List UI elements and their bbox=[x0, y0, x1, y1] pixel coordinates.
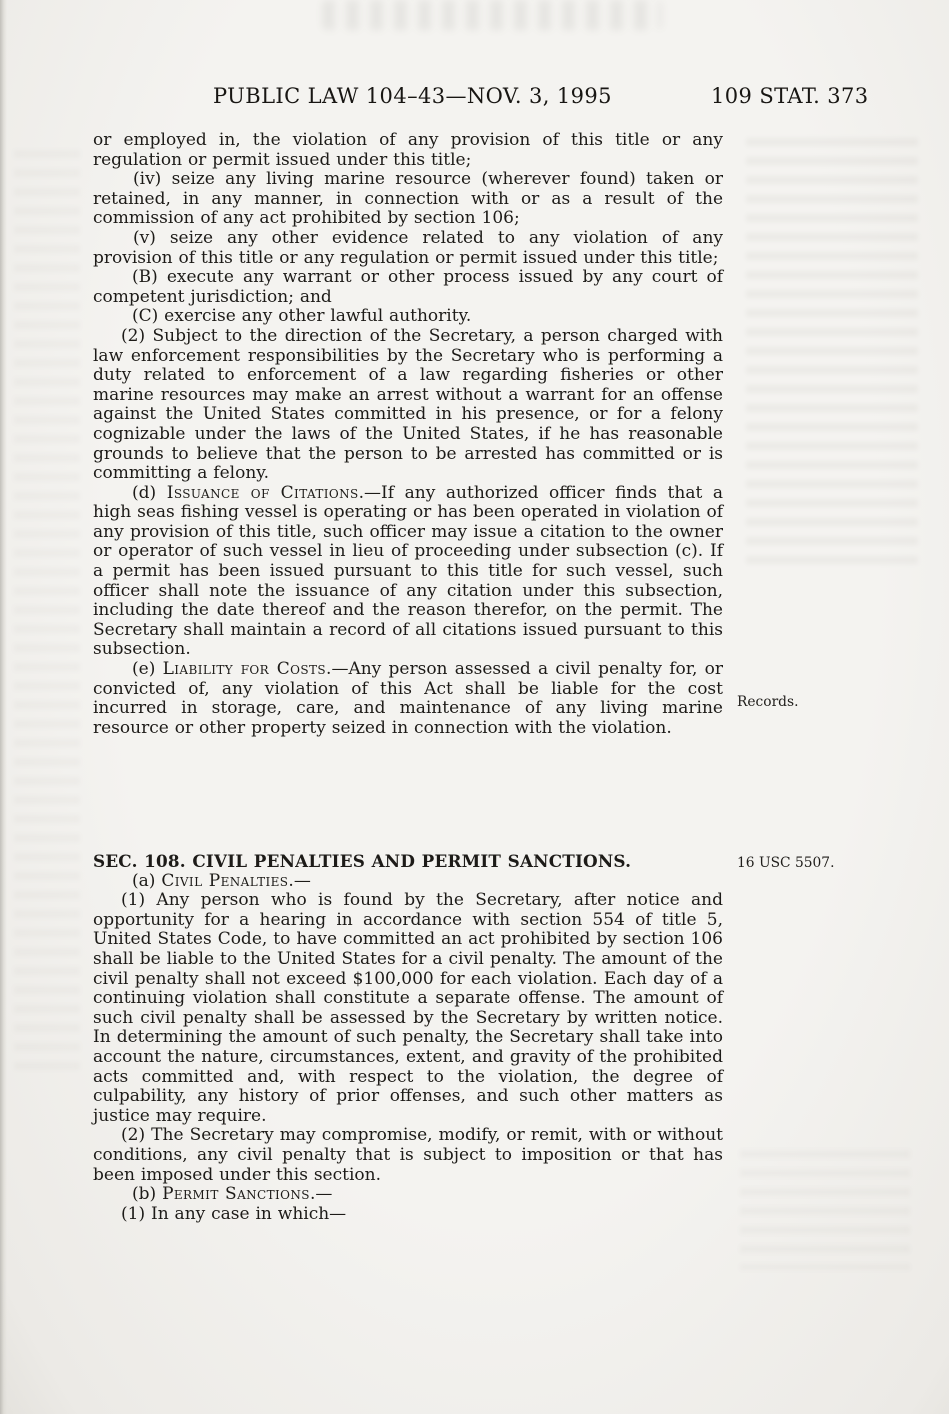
statute-continuation3: or employed in, the violation of any provision of this title or any regulation or permit issued under this title; bbox=[93, 130, 723, 170]
enumerator: (e) bbox=[132, 659, 163, 680]
enumerator: (d) bbox=[132, 482, 167, 503]
enumerator: (b) bbox=[132, 1184, 163, 1205]
bleed-through-texture bbox=[740, 1150, 910, 1270]
statute-subsection-heading bbox=[93, 872, 723, 892]
running-head-stat-number: 109 STAT. 373 bbox=[711, 84, 869, 108]
statute-subsection bbox=[93, 660, 723, 738]
small-caps-catchline: Liability for Costs bbox=[162, 659, 327, 680]
statute-subparagraph: (B) execute any warrant or other process issued by any court of competent jurisdiction; and bbox=[93, 267, 723, 307]
statute-section-heading: SEC. 108. CIVIL PENALTIES AND PERMIT SANCTIONS. bbox=[93, 851, 632, 871]
running-head-law-title: PUBLIC LAW 104–43—NOV. 3, 1995 bbox=[213, 84, 612, 108]
statute-paragraph: (2) The Secretary may compromise, modify, or remit, with or without conditions, any civil penalty that is subject to imposition or that has been imposed under this section. bbox=[93, 1125, 723, 1185]
paragraph-text: .—If any authorized officer finds that a high seas fishing vessel is operating or has been operated in violation of any provision of this title, such officer may issue a citation to the owner or operator of such vessel in lieu of proceeding under subsection (c). If a permit has been issued pursuant to this title for such vessel, such officer shall note the issuance of any citation under this subsection, including the date thereof and the reason therefor, on the permit. The Secretary shall maintain a record of all citations issued pursuant to this subsection. bbox=[93, 482, 723, 660]
page-edge-shadow bbox=[0, 0, 7, 1414]
bleed-through-texture bbox=[14, 150, 80, 1080]
statute-paragraph: (1) In any case in which— bbox=[121, 1203, 347, 1224]
statute-subsection-heading bbox=[93, 1185, 723, 1205]
statute-clause: (iv) seize any living marine resource (wherever found) taken or retained, in any manner, in connection with or as a result of the commission of any act prohibited by section 106; bbox=[93, 169, 723, 229]
enumerator: (a) bbox=[132, 870, 162, 891]
statute-text-column-section-108 bbox=[93, 852, 723, 1224]
small-caps-catchline: Issuance of Citations bbox=[166, 482, 359, 503]
small-caps-catchline: Permit Sanctions bbox=[162, 1184, 310, 1205]
statute-text-column-upper bbox=[93, 131, 723, 738]
paragraph-text: .—Any person assessed a civil penalty for, or convicted of, any violation of this Act shall be liable for the cost incurred in storage, care, and maintenance of any living marine resource or other property seized in connection with the violation. bbox=[93, 659, 724, 738]
statute-paragraph: (2) Subject to the direction of the Secretary, a person charged with law enforcement responsibilities by the Secretary who is performing a duty related to enforcement of a law regarding fisheries or other marine resources may make an arrest without a warrant for an offense against the United States committed in his presence, or for a felony cognizable under the laws of the United States, if he has reasonable grounds to believe that the person to be arrested has committed or is committing a felony. bbox=[93, 325, 723, 484]
bleed-through-texture bbox=[322, 0, 662, 30]
paragraph-text: .— bbox=[288, 870, 311, 891]
statute-paragraph: (1) Any person who is found by the Secretary, after notice and opportunity for a hearing in accordance with section 554 of title 5, United States Code, to have committed an act prohibited by section 106 shall be liable to the United States for a civil penalty. The amount of the civil penalty shall not exceed $100,000 for each violation. Each day of a continuing violation shall constitute a separate offense. The amount of such civil penalty shall be assessed by the Secretary by written notice. In determining the amount of such penalty, the Secretary shall take into account the nature, circumstances, extent, and gravity of the prohibited acts committed and, with respect to the violation, the degree of culpability, any history of prior offenses, and such other matters as justice may require. bbox=[93, 890, 723, 1126]
paragraph-text: .— bbox=[309, 1184, 333, 1205]
statute-clause: (v) seize any other evidence related to any violation of any provision of this title or any regulation or permit issued under this title; bbox=[93, 227, 723, 268]
small-caps-catchline: Civil Penalties bbox=[161, 870, 289, 891]
statute-subparagraph: (C) exercise any other lawful authority. bbox=[132, 306, 472, 327]
bleed-through-texture bbox=[746, 138, 918, 568]
margin-note-usc-citation: 16 USC 5507. bbox=[737, 855, 835, 871]
margin-note-records: Records. bbox=[737, 694, 799, 710]
statute-subsection bbox=[93, 484, 723, 660]
